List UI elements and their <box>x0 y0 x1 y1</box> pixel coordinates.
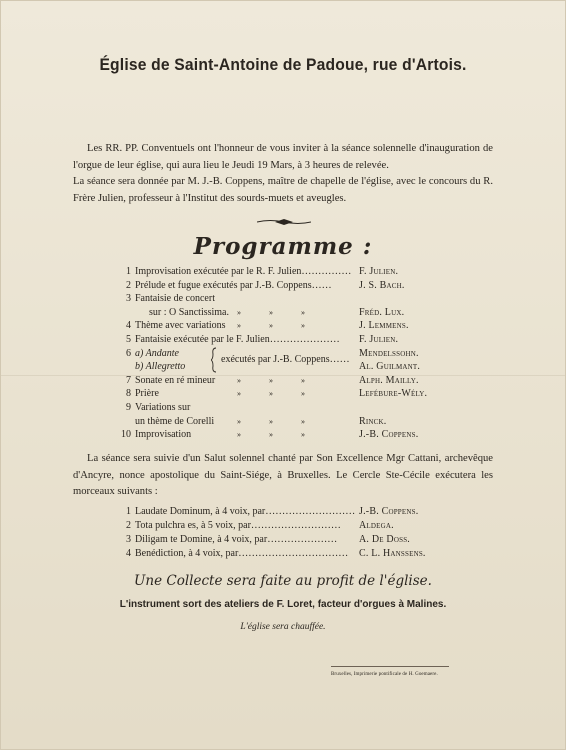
salut-paragraph-text: La séance sera suivie d'un Salut solennel chanté par Son Excellence Mgr Cattani, archevêque d'Ancyre, nonce apostolique du Saint-Siége, à Bruxelles. Le Cercle Ste-Cécile exécutera les morceaux suivants : <box>73 453 493 497</box>
item-composer: F. Julien. <box>359 333 399 345</box>
item-composer: Rinck. <box>359 415 387 427</box>
item-piece: Sonate en ré mineur <box>135 374 216 386</box>
salut-list <box>119 505 449 561</box>
programme-row <box>119 401 449 415</box>
printer-rule <box>331 666 449 667</box>
item-composer: Lefébure-Wély. <box>359 388 428 400</box>
programme-heading: Programme : <box>193 233 373 260</box>
item-piece: un thème de Corelli <box>135 415 215 427</box>
item-piece: Prière <box>135 388 159 400</box>
programme-row-pair <box>119 347 449 374</box>
item-piece: Laudate Dominum, à 4 voix, par……………………… <box>135 506 356 517</box>
item-number: 7 <box>126 374 131 386</box>
ditto-mark: » <box>237 375 241 385</box>
item-number: 9 <box>126 401 131 413</box>
item-composer: Fréd. Lux. <box>359 306 405 318</box>
page-title: Église de Saint-Antoine de Padoue, rue d'Artois. <box>99 55 467 74</box>
programme-row <box>119 306 449 320</box>
programme-row <box>119 333 449 347</box>
ditto-mark: » <box>301 430 305 440</box>
item-number: 10 <box>121 429 131 441</box>
item-piece: Thème avec variations <box>135 320 226 332</box>
salut-row <box>119 505 449 519</box>
brace-icon <box>211 347 217 373</box>
item-composer: F. Julien. <box>359 266 399 277</box>
collection-notice: Une Collecte sera faite au profit de l'église. <box>134 573 432 589</box>
item-number: 3 <box>126 293 131 305</box>
pair-performer-note: exécutés par J.-B. Coppens…… <box>221 354 350 366</box>
heating-notice: L'église sera chauffée. <box>240 622 326 632</box>
item-composer: Aldega. <box>359 520 394 531</box>
item-number: 3 <box>126 534 131 545</box>
item-composer: J.-B. Coppens. <box>359 506 419 517</box>
item-piece: Benédiction, à 4 voix, par…………………………… <box>135 548 349 559</box>
invitation-text <box>73 141 493 207</box>
item-number: 1 <box>126 506 131 517</box>
programme-list <box>119 265 449 442</box>
item-composer: Mendelssohn. <box>359 347 419 359</box>
item-piece: Variations sur <box>135 401 191 413</box>
item-piece: a) Andante <box>135 347 179 359</box>
item-piece: b) Allegretto <box>135 361 186 373</box>
item-number: 4 <box>126 548 131 559</box>
salut-row <box>119 519 449 533</box>
programme-row <box>119 415 449 429</box>
programme-row <box>119 387 449 401</box>
item-number: 6 <box>126 347 131 359</box>
programme-row <box>119 265 449 279</box>
item-piece: Tota pulchra es, à 5 voix, par……………………… <box>135 520 341 531</box>
invitation-paragraph-2: La séance sera donnée par M. J.-B. Coppens, maître de chapelle de l'église, avec le concours du R. Frère Julien, professeur à l'Institut des sourds-muets et aveugles. <box>73 176 493 204</box>
item-composer: J. S. Bach. <box>359 279 405 291</box>
ditto-mark: » <box>301 307 305 317</box>
ditto-mark: » <box>301 321 305 331</box>
item-composer: J. Lemmens. <box>359 320 409 332</box>
item-composer: Al. Guilmant. <box>359 361 421 373</box>
ditto-mark: » <box>269 307 273 317</box>
item-composer: Alph. Mailly. <box>359 374 419 386</box>
item-piece: Prélude et fugue exécutés par J.-B. Coppens…… <box>135 279 332 291</box>
item-composer: A. De Doss. <box>359 534 410 545</box>
item-piece: Fantaisie de concert <box>135 293 215 305</box>
item-composer: C. L. Hanssens. <box>359 548 426 559</box>
item-piece: sur : O Sanctissima. <box>149 306 229 318</box>
ornament-divider <box>257 218 311 226</box>
organ-builder-notice: L'instrument sort des ateliers de F. Loret, facteur d'orgues à Malines. <box>119 599 447 610</box>
programme-row <box>119 292 449 306</box>
ditto-mark: » <box>237 389 241 399</box>
salut-paragraph <box>73 451 493 501</box>
ditto-mark: » <box>301 416 305 426</box>
ditto-mark: » <box>301 389 305 399</box>
item-number: 5 <box>126 333 131 345</box>
programme-row <box>119 279 449 293</box>
salut-row <box>119 547 449 561</box>
programme-row <box>119 428 449 442</box>
item-piece: Diligam te Domine, à 4 voix, par………………… <box>135 534 338 545</box>
invitation-paragraph: Les RR. PP. Conventuels ont l'honneur de vous inviter à la séance solennelle d'inauguration de l'orgue de leur église, qui aura lieu le Jeudi 19 Mars, à 3 heures de relevée. <box>73 143 493 171</box>
ditto-mark: » <box>301 375 305 385</box>
item-piece: Improvisation exécutée par le R. F. Julien…………… <box>135 266 352 277</box>
item-number: 2 <box>126 520 131 531</box>
programme-row <box>119 319 449 333</box>
ditto-mark: » <box>237 321 241 331</box>
ditto-mark: » <box>269 389 273 399</box>
ditto-mark: » <box>237 307 241 317</box>
ditto-mark: » <box>269 321 273 331</box>
salut-row <box>119 533 449 547</box>
item-number: 8 <box>126 388 131 400</box>
item-number: 1 <box>126 266 131 277</box>
item-number: 2 <box>126 279 131 291</box>
item-piece: Fantaisie exécutée par le F. Julien………………… <box>135 333 340 345</box>
ditto-mark: » <box>269 430 273 440</box>
printer-imprint: Bruxelles, Imprimerie pontificale de H. Goemaere. <box>331 672 438 677</box>
ditto-mark: » <box>237 430 241 440</box>
ditto-mark: » <box>269 375 273 385</box>
item-number: 4 <box>126 320 131 332</box>
item-composer: J.-B. Coppens. <box>359 429 419 441</box>
item-piece: Improvisation <box>135 429 192 441</box>
programme-row <box>119 374 449 388</box>
ditto-mark: » <box>237 416 241 426</box>
ditto-mark: » <box>269 416 273 426</box>
